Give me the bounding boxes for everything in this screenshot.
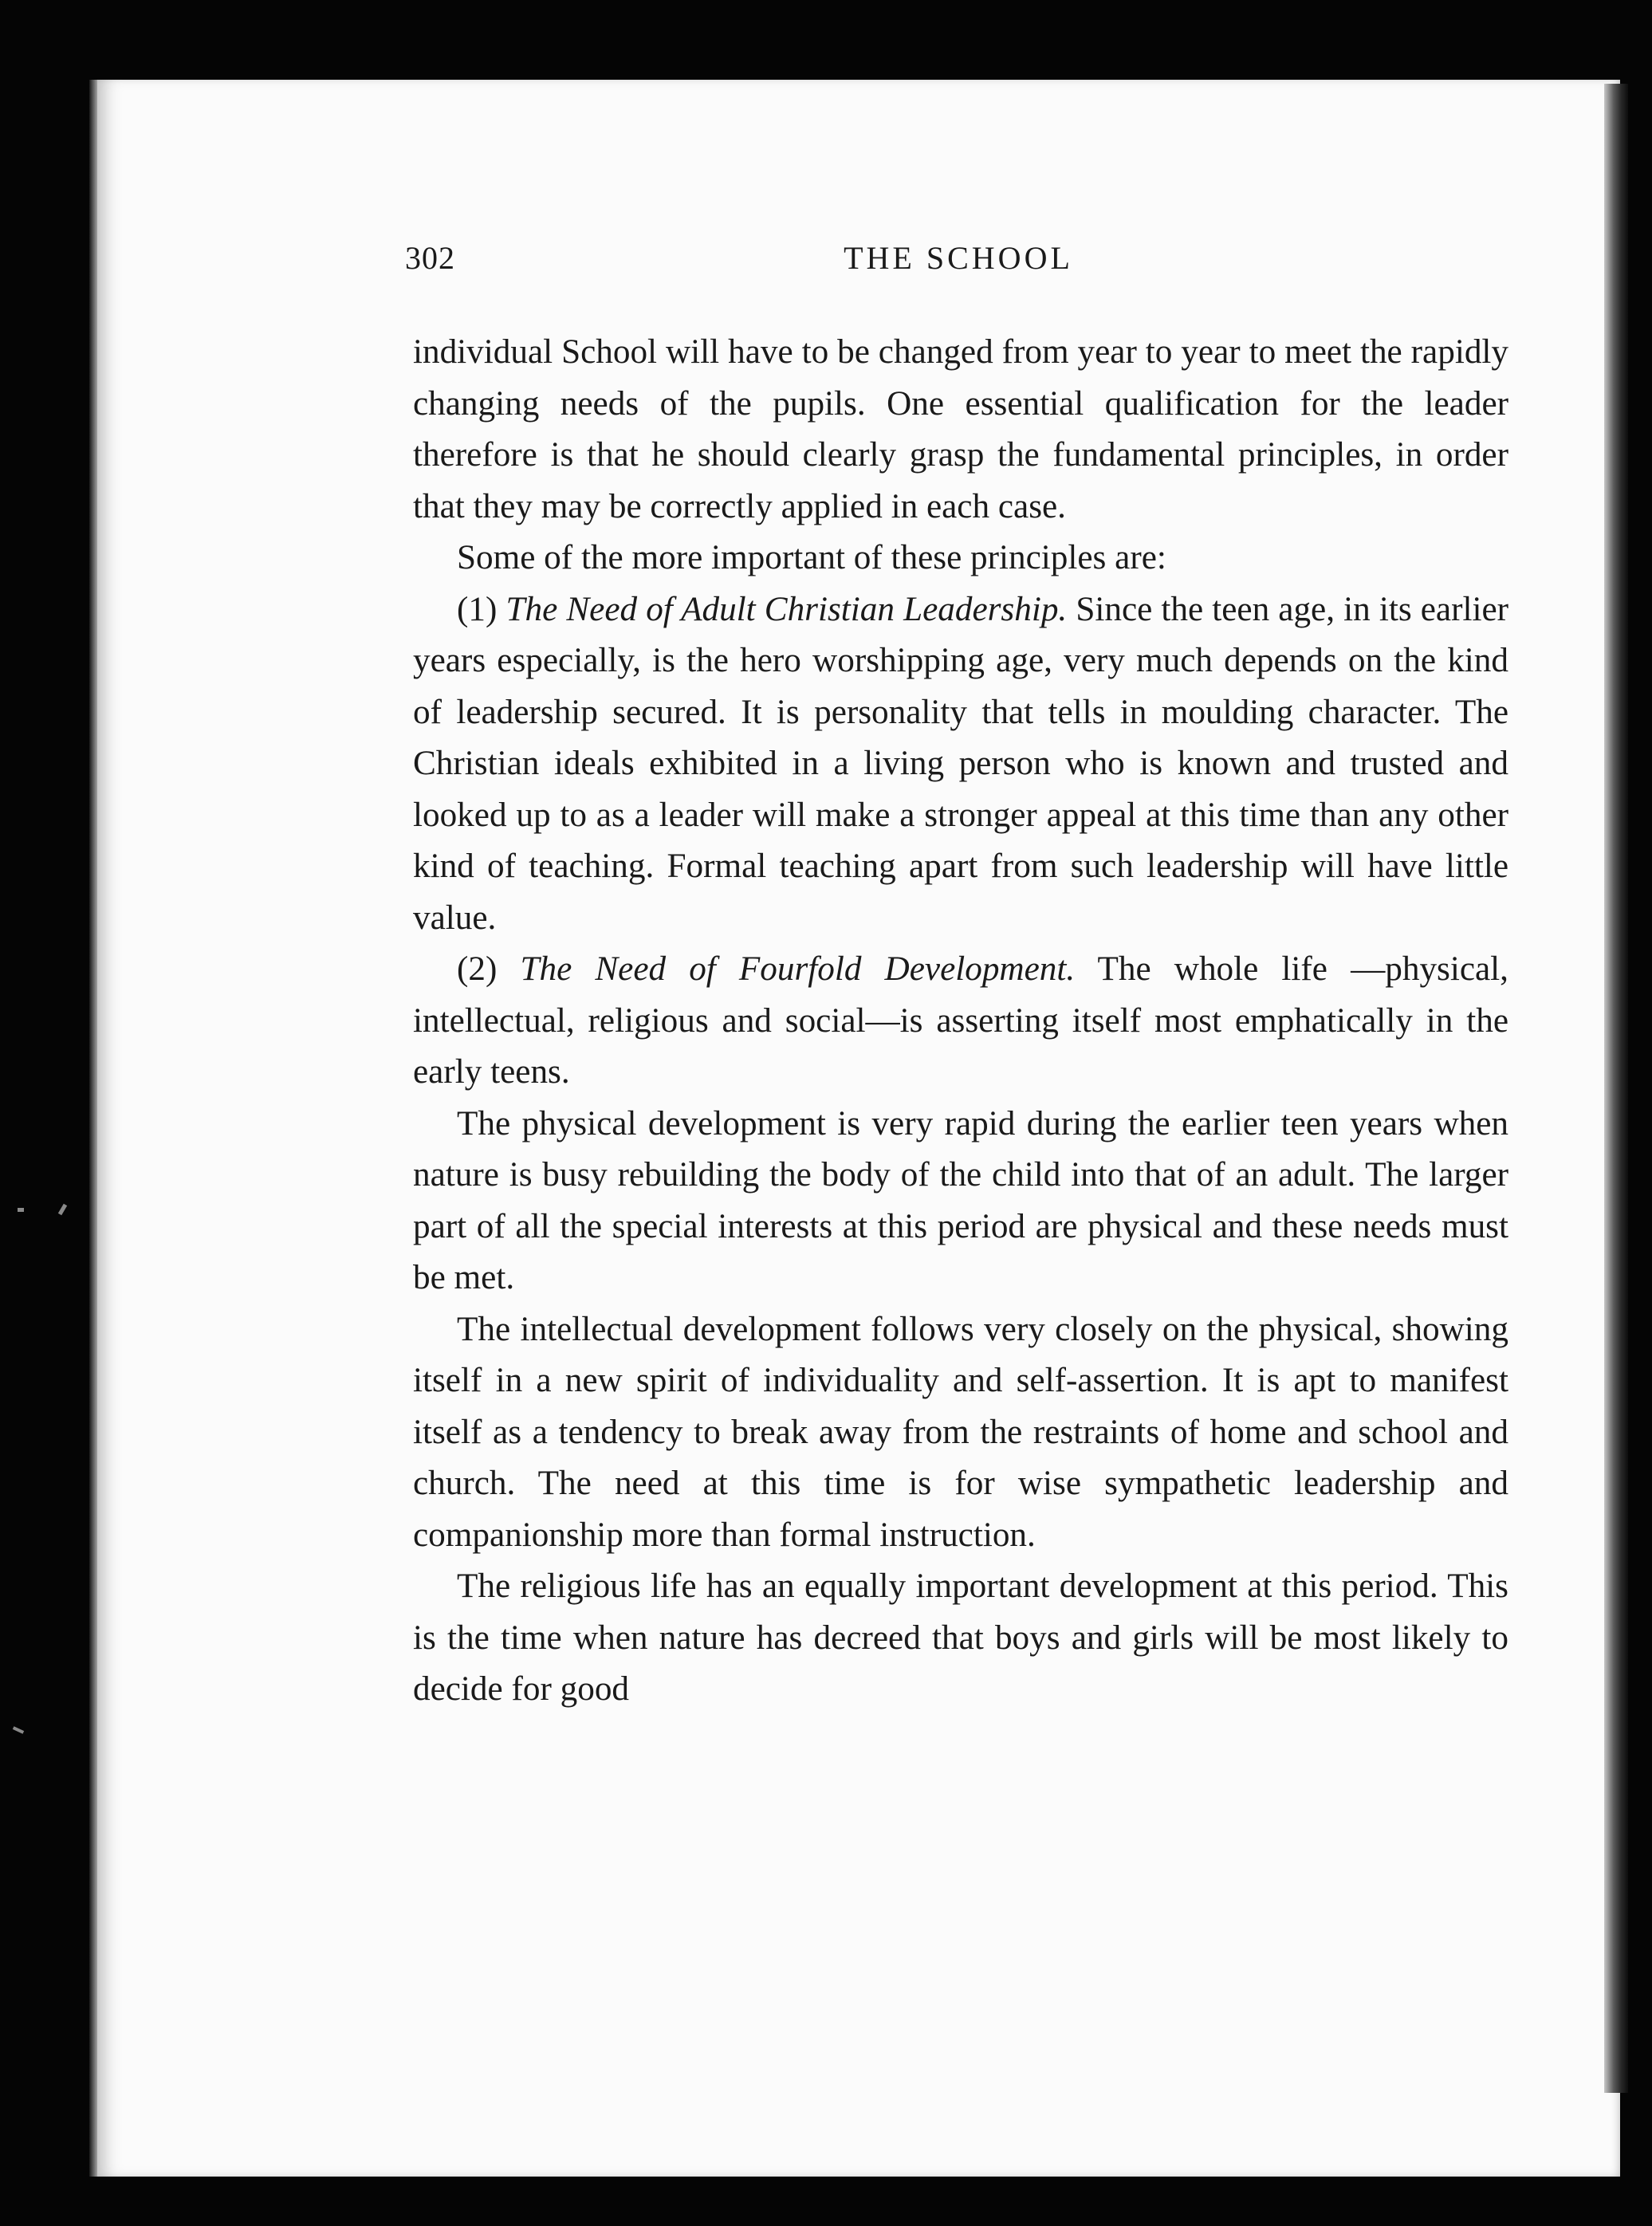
paragraph-text: Some of the more important of these principles are: — [457, 539, 1166, 576]
principle-heading: The Need of Fourfold Development. — [520, 950, 1076, 988]
page-number: 302 — [405, 240, 455, 276]
page-stack-edge — [1604, 84, 1628, 2093]
paragraph — [413, 1099, 1508, 1304]
paragraph — [413, 327, 1508, 533]
paragraph-text: The religious life has an equally important development at this period. This is the time when nature has decreed that boys and girls will be most likely to decide for good — [413, 1567, 1508, 1708]
paragraph — [413, 1304, 1508, 1562]
paragraph-text: The intellectual development follows very closely on the physical, showing itself in a new spirit of individuality and self-assertion. It is apt to manifest itself as a tendency to break away from the restraints of home and school and church. The need at this time is for wise sympathetic leadership and companionship more than formal instruction. — [413, 1310, 1508, 1554]
paragraph-principle-1 — [413, 584, 1508, 945]
paragraph-principle-2 — [413, 944, 1508, 1099]
paragraph-text: The whole life —physical, intellectual, religious and social—is asserting itself most emphatically in the early teens. — [413, 950, 1508, 1091]
running-head: THE SCHOOL — [844, 240, 1073, 276]
principle-number: (2) — [457, 950, 498, 988]
paragraph-text: The physical development is very rapid during the earlier teen years when nature is busy rebuilding the body of the child into that of an adult. The larger part of all the special interests at this period are physical and these needs must be met. — [413, 1104, 1508, 1296]
page-header — [405, 239, 1512, 287]
scan-speck — [18, 1208, 24, 1212]
paragraph — [413, 533, 1508, 584]
paragraph-text: Since the teen age, in its earlier years especially, is the hero worshipping age, very much depends on the kind of leadership secured. It is personality that tells in moulding character. The Christian ideals exhibited in a living person who is known and trusted and looked up to as a leader will make a stronger appeal at this time than any other kind of teaching. Formal teaching apart from such leadership will have little value. — [413, 590, 1509, 937]
paragraph — [413, 1561, 1508, 1716]
principle-number: (1) — [457, 590, 498, 628]
paragraph-text: individual School will have to be changed from year to year to meet the rapidly changing needs of the pupils. One essential qualification for the leader therefore is that he should clearly grasp the fundamental principles, in order that they may be correctly applied in each case. — [413, 333, 1508, 525]
principle-heading: The Need of Adult Christian Leadership. — [505, 590, 1068, 628]
body-text — [413, 327, 1508, 1716]
